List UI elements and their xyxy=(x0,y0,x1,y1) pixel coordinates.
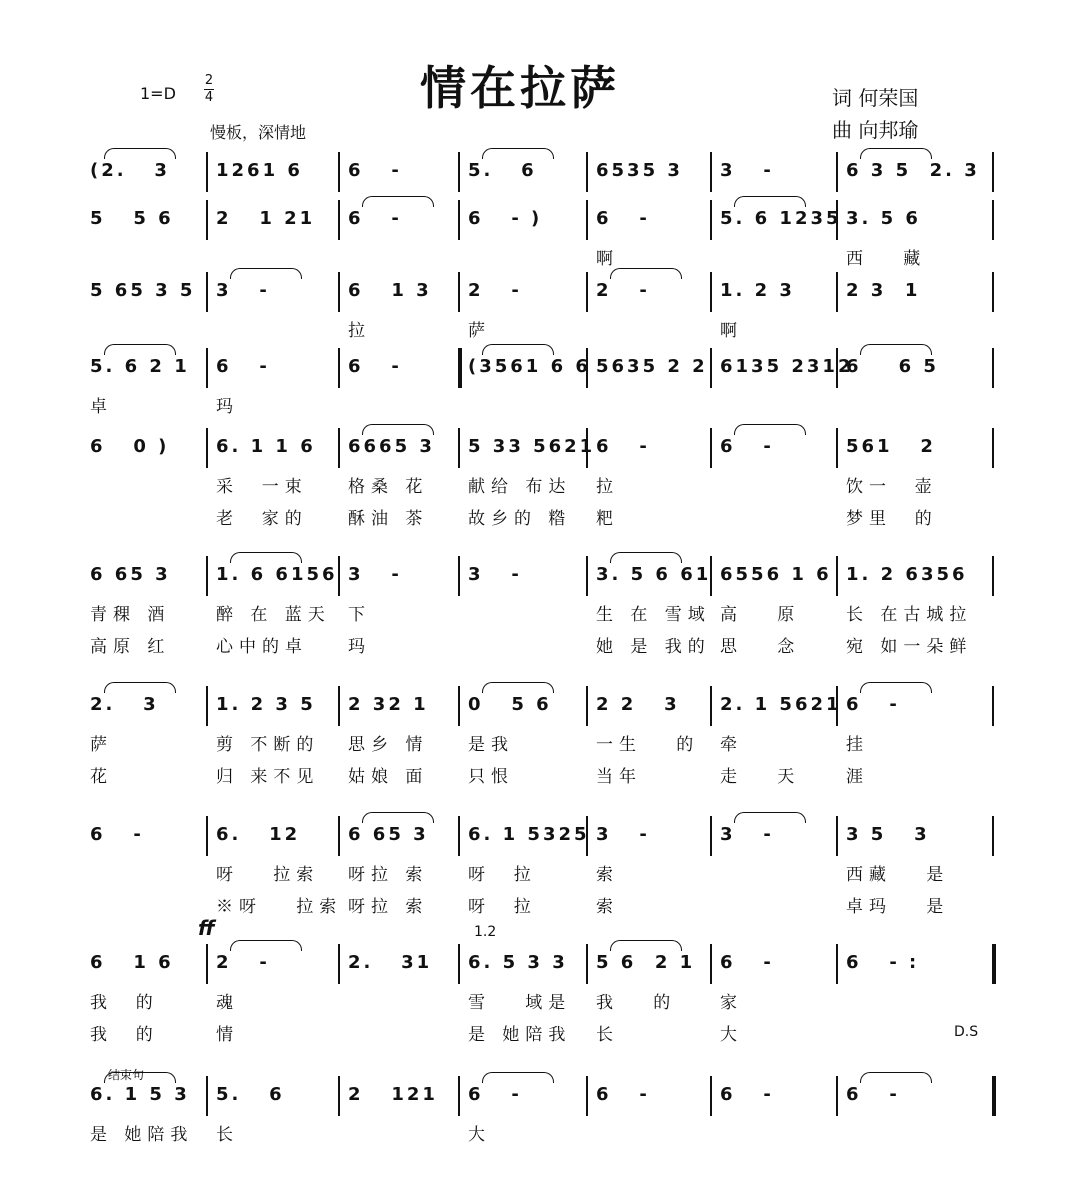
measure-notes: 6. 1 5325 xyxy=(468,824,590,845)
lyric-text: 拉 xyxy=(596,477,619,497)
measure-notes: 2 1 21 xyxy=(216,208,316,229)
barline xyxy=(992,944,996,984)
measure-notes: 3 - xyxy=(216,280,270,301)
slur-arc xyxy=(734,424,806,435)
slur-arc xyxy=(482,682,554,693)
barline xyxy=(710,272,712,312)
slur-arc xyxy=(610,268,682,279)
lyric-text: 情 xyxy=(216,1025,239,1045)
barline xyxy=(338,428,340,468)
barline xyxy=(836,272,838,312)
notation-line xyxy=(80,686,1000,726)
barline xyxy=(458,1076,460,1116)
lyric-text: 宛 如一朵鲜 xyxy=(846,637,973,657)
ds-marking: D.S xyxy=(954,1024,979,1040)
meter-bottom: 4 xyxy=(204,90,214,105)
lyric-text: 生 在 雪域 xyxy=(596,605,711,625)
slur-arc xyxy=(230,268,302,279)
lyric-text: 卓玛 是 xyxy=(846,897,950,917)
measure-notes: 1261 6 xyxy=(216,160,303,181)
lyric-line xyxy=(80,988,1000,1014)
lyric-line xyxy=(80,504,1000,530)
lyric-text: 梦里 的 xyxy=(846,509,938,529)
slur-arc xyxy=(482,344,554,355)
slur-arc xyxy=(860,344,932,355)
lyric-line xyxy=(80,600,1000,626)
lyric-text: 高 原 xyxy=(720,605,801,625)
slur-arc xyxy=(610,552,682,563)
lyric-text: 长 xyxy=(216,1125,239,1145)
lyric-text: 花 xyxy=(90,767,113,787)
lyric-text: 青稞 酒 xyxy=(90,605,171,625)
slur-arc xyxy=(482,1072,554,1083)
lyric-text: 思乡 情 xyxy=(348,735,429,755)
barline xyxy=(206,348,208,388)
barline xyxy=(992,152,994,192)
lyric-text: 故乡的 糌 xyxy=(468,509,572,529)
slur-arc xyxy=(610,940,682,951)
barline xyxy=(836,152,838,192)
slur-arc xyxy=(482,148,554,159)
measure-notes: 5635 2 2 xyxy=(596,356,708,377)
barline xyxy=(836,944,838,984)
barline xyxy=(458,816,460,856)
lyric-text: 思 念 xyxy=(720,637,801,657)
lyric-text: 萨 xyxy=(468,321,491,341)
barline xyxy=(338,152,340,192)
barline xyxy=(458,200,460,240)
measure-notes: 6 - xyxy=(596,208,650,229)
barline xyxy=(206,272,208,312)
lyric-line xyxy=(80,762,1000,788)
barline xyxy=(206,428,208,468)
lyric-text: 呀 拉索 xyxy=(216,865,320,885)
barline xyxy=(586,272,588,312)
barline xyxy=(992,816,994,856)
measure-notes: 6 - : xyxy=(846,952,920,973)
slur-arc xyxy=(104,148,176,159)
measure-notes: (2. 3 xyxy=(90,160,170,181)
lyric-text: 啊 xyxy=(720,321,743,341)
barline xyxy=(338,200,340,240)
lyric-text: 归 来不见 xyxy=(216,767,320,787)
measure-notes: 6135 2312 xyxy=(720,356,854,377)
slur-arc xyxy=(104,682,176,693)
lyric-text: 是 她陪我 xyxy=(90,1125,194,1145)
barline xyxy=(338,272,340,312)
slur-arc xyxy=(734,196,806,207)
lyric-text: 牵 xyxy=(720,735,743,755)
lyric-text: 当年 xyxy=(596,767,642,787)
slur-arc xyxy=(362,424,434,435)
measure-notes: 2. 31 xyxy=(348,952,433,973)
lyric-text: 采 一束 xyxy=(216,477,308,497)
barline xyxy=(458,272,460,312)
measure-notes: 2. 1 5621 xyxy=(720,694,842,715)
barline xyxy=(992,556,994,596)
barline xyxy=(206,200,208,240)
measure-notes: 2 32 1 xyxy=(348,694,429,715)
barline xyxy=(458,348,462,388)
lyric-text: 姑娘 面 xyxy=(348,767,429,787)
barline xyxy=(992,348,994,388)
lyric-text: ※呀 拉索 xyxy=(216,897,343,917)
lyric-text: 粑 xyxy=(596,509,619,529)
measure-notes: 5 33 5621 xyxy=(468,436,596,457)
slur-arc xyxy=(734,812,806,823)
lyric-text: 拉 xyxy=(348,321,371,341)
lyric-text: 是我 xyxy=(468,735,514,755)
lyric-text: 玛 xyxy=(216,397,239,417)
measure-notes: 5 65 3 5 xyxy=(90,280,196,301)
lyric-text: 西 藏 xyxy=(846,249,927,269)
measure-notes: 2 - xyxy=(468,280,522,301)
measure-notes: 6. 5 3 3 xyxy=(468,952,568,973)
lyric-text: 她 是 我的 xyxy=(596,637,711,657)
measure-notes: 1. 2 3 xyxy=(720,280,795,301)
lyric-text: 老 家的 xyxy=(216,509,308,529)
measure-notes: 6 - xyxy=(596,436,650,457)
lyric-line xyxy=(80,1120,1000,1146)
notation-line xyxy=(80,152,1000,192)
measure-notes: 6 3 5 2. 3 xyxy=(846,160,980,181)
lyric-text: 啊 xyxy=(596,249,619,269)
measure-notes: 6 1 6 xyxy=(90,952,174,973)
barline xyxy=(458,152,460,192)
measure-notes: 6 65 3 xyxy=(348,824,429,845)
measure-notes: 6 - ) xyxy=(468,208,543,229)
barline xyxy=(710,816,712,856)
barline xyxy=(458,686,460,726)
measure-notes: 2 2 3 xyxy=(596,694,680,715)
notation-line xyxy=(80,556,1000,596)
lyricist-credit: 词 何荣国 xyxy=(832,86,919,110)
key-signature: 1=D xyxy=(140,84,176,103)
measure-notes: 3 5 3 xyxy=(846,824,930,845)
slur-arc xyxy=(230,552,302,563)
measure-notes: 6 - xyxy=(596,1084,650,1105)
slur-arc xyxy=(860,682,932,693)
barline xyxy=(710,1076,712,1116)
lyric-text: 呀拉 索 xyxy=(348,865,429,885)
barline xyxy=(710,200,712,240)
meter-top: 2 xyxy=(204,73,214,88)
barline xyxy=(338,348,340,388)
barline xyxy=(586,556,588,596)
lyric-text: 走 天 xyxy=(720,767,801,787)
lyric-line xyxy=(80,316,1000,342)
lyric-line xyxy=(80,392,1000,418)
measure-notes: 0 5 6 xyxy=(468,694,552,715)
measure-notes: 561 2 xyxy=(846,436,936,457)
measure-notes: 1. 2 3 5 xyxy=(216,694,316,715)
barline xyxy=(206,686,208,726)
lyric-text: 卓 xyxy=(90,397,113,417)
lyric-line xyxy=(80,244,1000,270)
lyric-text: 索 xyxy=(596,897,619,917)
barline xyxy=(992,272,994,312)
notation-line xyxy=(80,272,1000,312)
lyric-text: 大 xyxy=(720,1025,743,1045)
measure-notes: 5. 6 xyxy=(468,160,537,181)
barline xyxy=(586,686,588,726)
lyric-text: 呀 拉 xyxy=(468,865,537,885)
lyric-text: 魂 xyxy=(216,993,239,1013)
barline xyxy=(710,686,712,726)
measure-notes: 5. 6 2 1 xyxy=(90,356,190,377)
measure-notes: 6 - xyxy=(348,208,402,229)
slur-arc xyxy=(362,812,434,823)
barline xyxy=(206,556,208,596)
measure-notes: 5 6 2 1 xyxy=(596,952,696,973)
measure-notes: 5 5 6 xyxy=(90,208,174,229)
lyric-text: 索 xyxy=(596,865,619,885)
lyric-text: 酥油 茶 xyxy=(348,509,429,529)
barline xyxy=(206,816,208,856)
barline xyxy=(586,152,588,192)
barline xyxy=(206,944,208,984)
measure-notes: 6535 3 xyxy=(596,160,683,181)
lyric-line xyxy=(80,1020,1000,1046)
notation-line xyxy=(80,816,1000,856)
lyric-text: 西藏 是 xyxy=(846,865,950,885)
measure-notes: 6 6 5 xyxy=(846,356,939,377)
lyric-text: 下 xyxy=(348,605,371,625)
lyric-line xyxy=(80,860,1000,886)
notation-line xyxy=(80,944,1000,984)
dynamics-marking: ff xyxy=(198,916,215,940)
measure-notes: 3. 5 6 xyxy=(846,208,921,229)
slur-arc xyxy=(230,940,302,951)
lyric-text: 剪 不断的 xyxy=(216,735,320,755)
measure-notes: 3 - xyxy=(720,160,774,181)
measure-notes: 6 - xyxy=(720,1084,774,1105)
lyric-text: 格桑 花 xyxy=(348,477,429,497)
measure-notes: 5. 6 1235 xyxy=(720,208,842,229)
barline xyxy=(338,816,340,856)
barline xyxy=(836,428,838,468)
lyric-line xyxy=(80,892,1000,918)
notation-line xyxy=(80,348,1000,388)
measure-notes: 6 - xyxy=(846,1084,900,1105)
barline xyxy=(338,686,340,726)
lyric-text: 是 她陪我 xyxy=(468,1025,572,1045)
barline xyxy=(458,428,460,468)
lyric-text: 家 xyxy=(720,993,743,1013)
barline xyxy=(586,200,588,240)
measure-notes: 6 - xyxy=(720,436,774,457)
tempo-marking: 慢板，深情地 xyxy=(210,123,307,142)
song-title: 情在拉萨 xyxy=(420,61,620,115)
measure-notes: 6665 3 xyxy=(348,436,435,457)
composer-credit: 曲 向邦瑜 xyxy=(832,118,919,142)
measure-notes: 1. 2 6356 xyxy=(846,564,968,585)
notation-line xyxy=(80,200,1000,240)
measure-notes: 3 - xyxy=(596,824,650,845)
barline xyxy=(338,556,340,596)
measure-notes: 3 - xyxy=(348,564,402,585)
measure-notes: 6 - xyxy=(90,824,144,845)
measure-notes: 2 - xyxy=(596,280,650,301)
lyric-text: 挂 xyxy=(846,735,869,755)
barline xyxy=(710,428,712,468)
measure-notes: (3561 6 6 xyxy=(468,356,591,377)
barline xyxy=(836,816,838,856)
measure-notes: 2. 3 xyxy=(90,694,159,715)
ending-label: 结束句 xyxy=(108,1068,145,1082)
barline xyxy=(586,1076,588,1116)
barline xyxy=(206,152,208,192)
measure-notes: 6 65 3 xyxy=(90,564,171,585)
time-signature xyxy=(204,74,214,105)
lyric-text: 醉 在 蓝天 xyxy=(216,605,331,625)
volta-bracket: 1.2 xyxy=(474,924,497,940)
measure-notes: 6 - xyxy=(216,356,270,377)
lyric-text: 我 的 xyxy=(90,1025,159,1045)
measure-notes: 6. 1 5 3 xyxy=(90,1084,190,1105)
measure-notes: 1. 6 6156 xyxy=(216,564,338,585)
measure-notes: 5. 6 xyxy=(216,1084,285,1105)
lyric-text: 献给 布达 xyxy=(468,477,572,497)
lyric-text: 高原 红 xyxy=(90,637,171,657)
slur-arc xyxy=(860,1072,932,1083)
barline xyxy=(836,556,838,596)
lyric-text: 大 xyxy=(468,1125,491,1145)
measure-notes: 6 - xyxy=(720,952,774,973)
barline xyxy=(836,1076,838,1116)
measure-notes: 2 - xyxy=(216,952,270,973)
barline xyxy=(586,944,588,984)
barline xyxy=(458,556,460,596)
lyric-text: 雪 域是 xyxy=(468,993,572,1013)
lyric-text: 涯 xyxy=(846,767,869,787)
barline xyxy=(992,200,994,240)
barline xyxy=(710,152,712,192)
barline xyxy=(338,1076,340,1116)
measure-notes: 3 - xyxy=(468,564,522,585)
measure-notes: 6 0 ) xyxy=(90,436,170,457)
measure-notes: 2 3 1 xyxy=(846,280,921,301)
barline xyxy=(458,944,460,984)
lyric-text: 我 的 xyxy=(596,993,677,1013)
measure-notes: 3. 5 6 61 xyxy=(596,564,712,585)
barline xyxy=(710,348,712,388)
barline xyxy=(992,428,994,468)
lyric-text: 长 xyxy=(596,1025,619,1045)
lyric-line xyxy=(80,472,1000,498)
lyric-text: 只恨 xyxy=(468,767,514,787)
measure-notes: 6. 1 1 6 xyxy=(216,436,316,457)
barline xyxy=(992,1076,996,1116)
notation-line xyxy=(80,428,1000,468)
lyric-text: 长 在古城拉 xyxy=(846,605,973,625)
slur-arc xyxy=(362,196,434,207)
measure-notes: 6 - xyxy=(348,160,402,181)
measure-notes: 6. 12 xyxy=(216,824,301,845)
lyric-text: 呀 拉 xyxy=(468,897,537,917)
measure-notes: 3 - xyxy=(720,824,774,845)
lyric-text: 玛 xyxy=(348,637,371,657)
notation-line xyxy=(80,1076,1000,1116)
lyric-text: 饮一 壶 xyxy=(846,477,938,497)
lyric-text: 萨 xyxy=(90,735,113,755)
lyric-line xyxy=(80,730,1000,756)
lyric-text: 一生 的 xyxy=(596,735,700,755)
lyric-text: 呀拉 索 xyxy=(348,897,429,917)
measure-notes: 2 121 xyxy=(348,1084,438,1105)
barline xyxy=(206,1076,208,1116)
barline xyxy=(338,944,340,984)
barline xyxy=(710,944,712,984)
lyric-text: 心中的卓 xyxy=(216,637,308,657)
slur-arc xyxy=(104,344,176,355)
lyric-text: 我 的 xyxy=(90,993,159,1013)
measure-notes: 6 - xyxy=(468,1084,522,1105)
measure-notes: 6556 1 6 xyxy=(720,564,832,585)
slur-arc xyxy=(860,148,932,159)
measure-notes: 6 - xyxy=(846,694,900,715)
measure-notes: 6 1 3 xyxy=(348,280,432,301)
lyric-line xyxy=(80,632,1000,658)
barline xyxy=(992,686,994,726)
measure-notes: 6 - xyxy=(348,356,402,377)
